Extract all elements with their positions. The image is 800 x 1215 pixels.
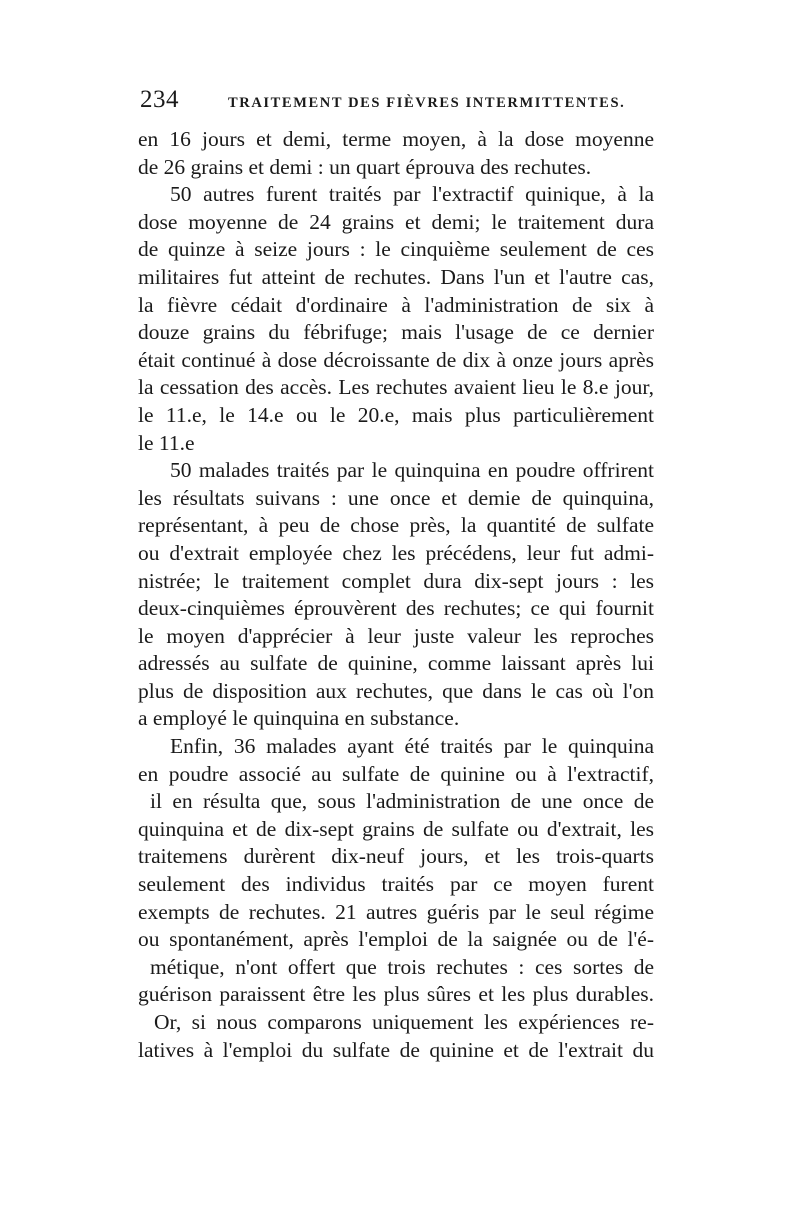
- text-line: les résultats suivans : une once et demie de quinquina,: [138, 485, 654, 510]
- text-line: le moyen d'apprécier à leur juste valeur les reproches: [138, 623, 654, 648]
- text-line: douze grains du fébrifuge; mais l'usage de ce dernier: [138, 320, 654, 345]
- text-line: nistrée; le traitement complet dura dix-sept jours : les: [138, 568, 654, 593]
- text-line: exempts de rechutes. 21 autres guéris par le seul régime: [138, 899, 654, 924]
- text-line: a employé le quinquina en substance.: [138, 706, 460, 731]
- page-number: 234: [140, 86, 179, 113]
- text-line: Enfin, 36 malades ayant été traités par le quinquina: [170, 734, 654, 759]
- text-line: de 26 grains et demi : un quart éprouva des rechutes.: [138, 154, 592, 179]
- text-line: le 11.e: [138, 430, 195, 455]
- text-line: était continué à dose décroissante de dix à onze jours après: [138, 347, 654, 372]
- text-line: adressés au sulfate de quinine, comme laissant après lui: [138, 651, 654, 676]
- text-line: 50 autres furent traités par l'extractif quinique, à la: [170, 182, 654, 207]
- text-line: métique, n'ont offert que trois rechutes : ces sortes de: [150, 954, 654, 979]
- text-line: dose moyenne de 24 grains et demi; le traitement dura: [138, 209, 654, 234]
- text-line: en poudre associé au sulfate de quinine ou à l'extractif,: [138, 761, 654, 786]
- text-line: le 11.e, le 14.e ou le 20.e, mais plus particulièrement: [138, 402, 654, 427]
- text-line: quinquina et de dix-sept grains de sulfate ou d'extrait, les: [138, 816, 654, 841]
- text-line: en 16 jours et demi, terme moyen, à la dose moyenne: [138, 127, 654, 151]
- text-line: seulement des individus traités par ce moyen furent: [138, 872, 654, 897]
- text-line: 50 malades traités par le quinquina en poudre offrirent: [170, 458, 654, 483]
- text-line: latives à l'emploi du sulfate de quinine et de l'extrait du: [138, 1037, 654, 1062]
- text-line: ou spontanément, après l'emploi de la saignée ou de l'é-: [138, 927, 654, 952]
- text-line: deux-cinquièmes éprouvèrent des rechutes; ce qui fournit: [138, 596, 654, 621]
- text-line: Or, si nous comparons uniquement les expériences re-: [154, 1010, 654, 1034]
- text-line: guérison paraissent être les plus sûres et les plus durables.: [138, 982, 654, 1007]
- text-line: plus de disposition aux rechutes, que dans le cas où l'on: [138, 678, 654, 703]
- running-head: TRAITEMENT DES FIÈVRES INTERMITTENTES.: [228, 95, 626, 111]
- text-line: la fièvre cédait d'ordinaire à l'administration de six à: [138, 292, 654, 317]
- text-line: représentant, à peu de chose près, la quantité de sulfate: [138, 513, 654, 538]
- text-line: militaires fut atteint de rechutes. Dans l'un et l'autre cas,: [138, 264, 654, 289]
- page-header: [140, 86, 660, 116]
- text-line: de quinze à seize jours : le cinquième seulement de ces: [138, 237, 654, 262]
- text-line: la cessation des accès. Les rechutes avaient lieu le 8.e jour,: [138, 375, 654, 400]
- text-line: ou d'extrait employée chez les précédens, leur fut admi-: [138, 540, 654, 565]
- text-line: il en résulta que, sous l'administration de une once de: [150, 789, 654, 814]
- body-text: [138, 126, 654, 1064]
- text-line: traitemens durèrent dix-neuf jours, et les trois-quarts: [138, 844, 654, 869]
